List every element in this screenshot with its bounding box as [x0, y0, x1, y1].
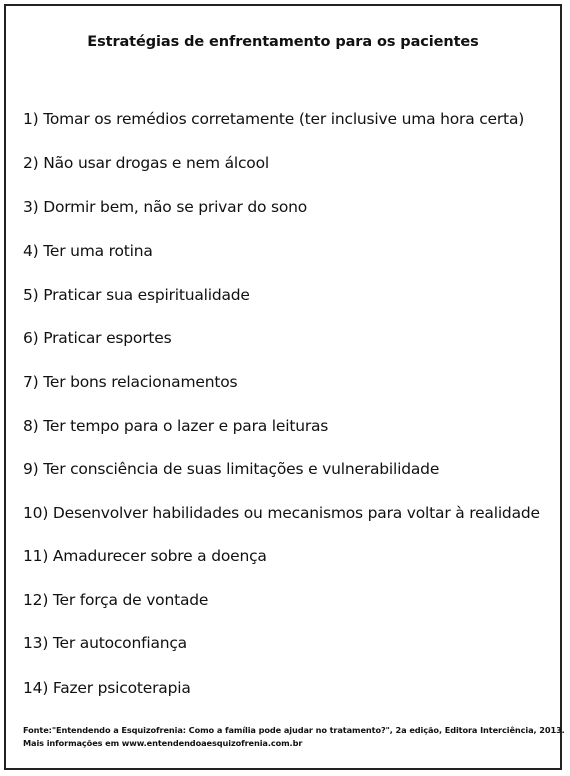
list-item-9: 9) Ter consciência de suas limitações e vulnerabilidade	[23, 460, 440, 478]
list-item-7: 7) Ter bons relacionamentos	[23, 373, 238, 391]
footer	[23, 724, 565, 750]
list-item-5: 5) Praticar sua espiritualidade	[23, 286, 250, 304]
list-item-8: 8) Ter tempo para o lazer e para leituras	[23, 417, 329, 435]
list-item-1: 1) Tomar os remédios corretamente (ter inclusive uma hora certa)	[23, 110, 525, 128]
document-frame	[4, 4, 565, 770]
list-item-4: 4) Ter uma rotina	[23, 242, 153, 260]
list-item-11: 11) Amadurecer sobre a doença	[23, 547, 267, 565]
list-item-12: 12) Ter força de vontade	[23, 591, 209, 609]
footer-more-info: Mais informações em www.entendendoaesquizofrenia.com.br	[23, 738, 303, 748]
list-item-13: 13) Ter autoconfiança	[23, 634, 187, 652]
list-item-3: 3) Dormir bem, não se privar do sono	[23, 198, 308, 216]
list-item-2: 2) Não usar drogas e nem álcool	[23, 154, 269, 172]
list-item-6: 6) Praticar esportes	[23, 329, 172, 347]
list-item-14: 14) Fazer psicoterapia	[23, 679, 191, 697]
list-item-10: 10) Desenvolver habilidades ou mecanismos para voltar à realidade	[23, 504, 540, 522]
document-title: Estratégias de enfrentamento para os pacientes	[87, 34, 479, 50]
footer-source: Fonte:"Entendendo a Esquizofrenia: Como a família pode ajudar no tratamento?", 2a edição, Editora Interciência, 2013.	[23, 725, 565, 735]
